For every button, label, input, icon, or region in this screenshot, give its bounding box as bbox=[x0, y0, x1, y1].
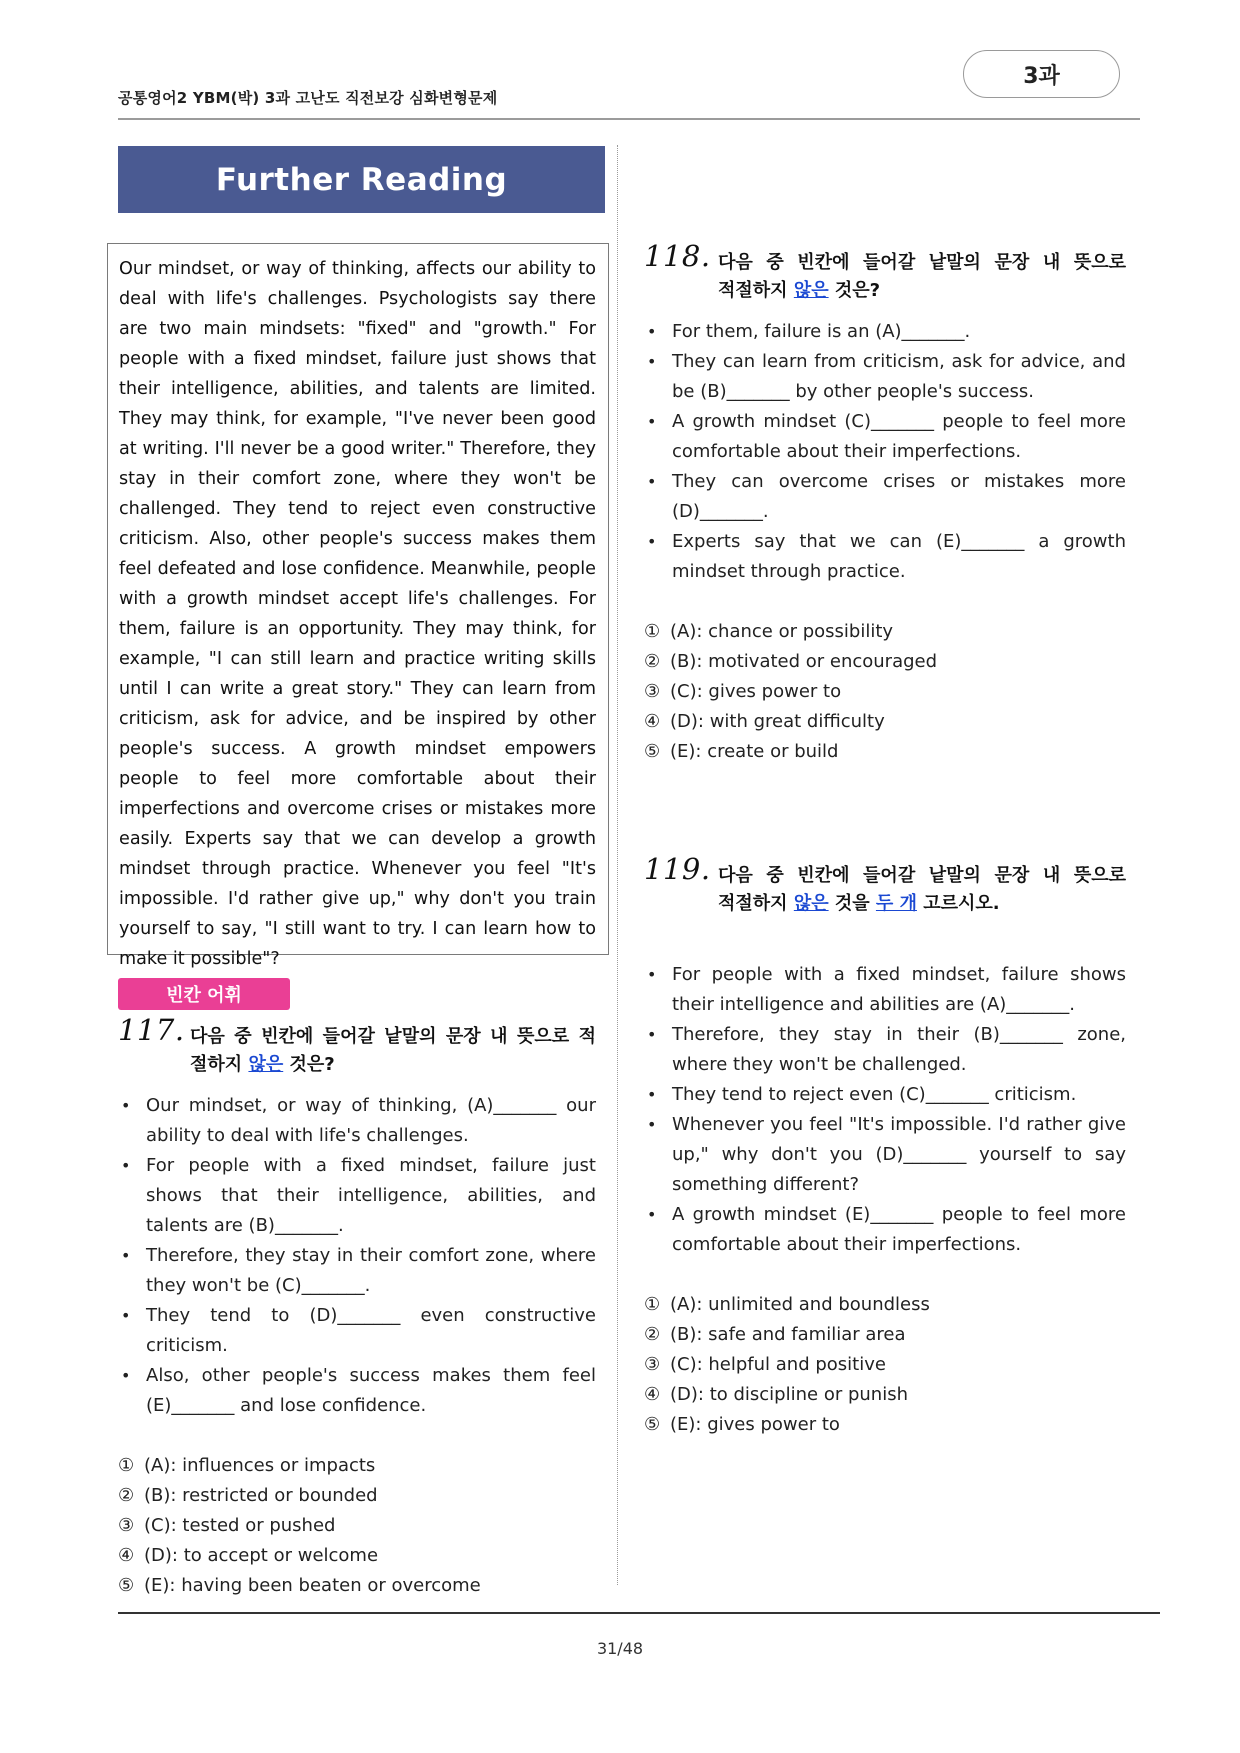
question-119-line1: 다음 중 빈칸에 들어갈 낱말의 문장 내 뜻으로 bbox=[718, 865, 1126, 886]
option-text: (B): safe and familiar area bbox=[670, 1324, 906, 1345]
answer-option bbox=[644, 1410, 1126, 1440]
answer-option bbox=[644, 647, 1126, 677]
sentence-item: • Therefore, they stay in their comfort zone, where they won't be (C)_______. bbox=[118, 1241, 596, 1301]
sentence-item: • Whenever you feel "It's impossible. I'd rather give up," why don't you (D)_______ yourself to say something different? bbox=[644, 1110, 1126, 1200]
sentence-item: • Therefore, they stay in their (B)_______ zone, where they won't be challenged. bbox=[644, 1020, 1126, 1080]
sentence-item: • For people with a fixed mindset, failure shows their intelligence and abilities are (A)_______. bbox=[644, 960, 1126, 1020]
option-number: ① bbox=[644, 1294, 661, 1315]
further-reading-banner bbox=[118, 146, 605, 213]
answer-option bbox=[644, 1320, 1126, 1350]
question-118-line2-post: 것은? bbox=[828, 280, 881, 301]
vocab-label: 빈칸 어휘 bbox=[166, 985, 242, 1006]
question-118-title bbox=[644, 239, 1126, 309]
option-number: ① bbox=[644, 621, 661, 642]
column-divider bbox=[617, 145, 618, 1585]
question-117-title bbox=[118, 1013, 596, 1083]
option-number: ① bbox=[118, 1455, 135, 1476]
question-117-line1: 다음 중 빈칸에 들어갈 낱말의 문장 내 뜻으로 적 bbox=[190, 1026, 596, 1047]
option-number: ④ bbox=[644, 1384, 661, 1405]
option-text: (C): gives power to bbox=[670, 681, 842, 702]
answer-option bbox=[644, 617, 1126, 647]
question-118-sentences bbox=[644, 317, 1126, 587]
option-text: (A): chance or possibility bbox=[670, 621, 894, 642]
option-number: ③ bbox=[644, 1354, 661, 1375]
sentence-item: • For them, failure is an (A)_______. bbox=[644, 317, 1126, 347]
answer-option bbox=[118, 1571, 596, 1601]
answer-option bbox=[118, 1451, 596, 1481]
sentence-item: • They tend to reject even (C)_______ criticism. bbox=[644, 1080, 1126, 1110]
option-text: (C): helpful and positive bbox=[670, 1354, 886, 1375]
question-119-number: 119. bbox=[644, 852, 711, 886]
sentence-item: • They can learn from criticism, ask for advice, and be (B)_______ by other people's success. bbox=[644, 347, 1126, 407]
sentence-item: • For people with a fixed mindset, failure just shows that their intelligence, abilities, and talents are (B)_______. bbox=[118, 1151, 596, 1241]
lesson-label: 3과 bbox=[1023, 63, 1060, 89]
option-number: ⑤ bbox=[644, 741, 661, 762]
option-number: ② bbox=[644, 651, 661, 672]
option-number: ⑤ bbox=[118, 1575, 135, 1596]
question-117-number: 117. bbox=[118, 1013, 185, 1047]
option-text: (E): gives power to bbox=[670, 1414, 840, 1435]
sentence-item: • They can overcome crises or mistakes more (D)_______. bbox=[644, 467, 1126, 527]
answer-option bbox=[644, 707, 1126, 737]
vocab-section-badge bbox=[118, 978, 290, 1010]
passage-box bbox=[107, 243, 609, 969]
question-119-line2-post: 고르시오. bbox=[916, 893, 1000, 914]
banner-title: Further Reading bbox=[215, 161, 508, 198]
option-number: ④ bbox=[644, 711, 661, 732]
option-text: (B): restricted or bounded bbox=[144, 1485, 378, 1506]
question-119-underlined-count: 두 개 bbox=[875, 893, 917, 914]
header-divider bbox=[118, 118, 1140, 120]
option-number: ④ bbox=[118, 1545, 135, 1566]
sentence-item: • A growth mindset (C)_______ people to feel more comfortable about their imperfections. bbox=[644, 407, 1126, 467]
sentence-item: • Experts say that we can (E)_______ a growth mindset through practice. bbox=[644, 527, 1126, 587]
option-text: (A): unlimited and boundless bbox=[670, 1294, 930, 1315]
answer-option bbox=[644, 1380, 1126, 1410]
question-117-line2-post: 것은? bbox=[283, 1054, 335, 1075]
lesson-badge bbox=[963, 50, 1120, 98]
option-text: (B): motivated or encouraged bbox=[670, 651, 938, 672]
question-117-options bbox=[118, 1451, 596, 1601]
question-119-line2-pre: 적절하지 bbox=[718, 893, 794, 914]
question-118 bbox=[644, 239, 1126, 767]
option-text: (E): having been beaten or overcome bbox=[144, 1575, 481, 1596]
answer-option bbox=[644, 1350, 1126, 1380]
question-118-line1: 다음 중 빈칸에 들어갈 낱말의 문장 내 뜻으로 bbox=[718, 252, 1126, 273]
question-118-underlined-word: 않은 bbox=[793, 280, 829, 301]
sentence-item: • A growth mindset (E)_______ people to feel more comfortable about their imperfections. bbox=[644, 1200, 1126, 1260]
document-header-title: 공통영어2 YBM(박) 3과 고난도 직전보강 심화변형문제 bbox=[118, 89, 498, 107]
question-119 bbox=[644, 852, 1126, 1440]
question-118-number: 118. bbox=[644, 239, 711, 273]
option-text: (D): with great difficulty bbox=[670, 711, 885, 732]
question-117-underlined-word: 않은 bbox=[248, 1054, 284, 1075]
option-text: (A): influences or impacts bbox=[144, 1455, 376, 1476]
option-text: (D): to accept or welcome bbox=[144, 1545, 379, 1566]
answer-option bbox=[644, 737, 1126, 767]
option-number: ② bbox=[118, 1485, 135, 1506]
answer-option bbox=[118, 1481, 596, 1511]
answer-option bbox=[644, 1290, 1126, 1320]
question-117-line2 bbox=[190, 1051, 596, 1079]
option-text: (C): tested or pushed bbox=[144, 1515, 336, 1536]
question-118-line2-pre: 적절하지 bbox=[718, 280, 794, 301]
reading-passage: Our mindset, or way of thinking, affects our ability to deal with life's challenges. Psychologists say there are two main mindsets: "fixed" and "growth." For people with a fixed mindset, failure just shows that their intelligence, abilities, and talents are limited. They may think, for example, "I've never been good at writing. I'll never be a good writer." Therefore, they stay in their comfort zone, where they won't be challenged. They tend to reject even constructive criticism. Also, other people's success makes them feel defeated and lose confidence. Meanwhile, people with a growth mindset accept life's challenges. For them, failure is an opportunity. They may think, for example, "I can still learn and practice writing skills until I can write a great story." They can learn from criticism, ask for advice, and be inspired by other people's success. A growth mindset empowers people to feel more comfortable about their imperfections and overcome crises or mistakes more easily. Experts say that we can develop a growth mindset through practice. Whenever you feel "It's impossible. I'd rather give up," why don't you train yourself to say, "I still want to try. I can learn how to make it possible"? bbox=[119, 259, 596, 969]
question-119-line2 bbox=[718, 890, 1126, 918]
sentence-item: • Our mindset, or way of thinking, (A)_______ our ability to deal with life's challenges. bbox=[118, 1091, 596, 1151]
option-number: ③ bbox=[644, 681, 661, 702]
answer-option bbox=[118, 1511, 596, 1541]
answer-option bbox=[118, 1541, 596, 1571]
question-119-options bbox=[644, 1290, 1126, 1440]
question-119-underlined-word: 않은 bbox=[793, 893, 829, 914]
question-117-line2-pre: 절하지 bbox=[190, 1054, 249, 1075]
question-117 bbox=[118, 1013, 596, 1601]
answer-option bbox=[644, 677, 1126, 707]
sentence-item: • They tend to (D)_______ even constructive criticism. bbox=[118, 1301, 596, 1361]
footer-divider bbox=[118, 1612, 1160, 1614]
question-118-line2 bbox=[718, 277, 1126, 305]
option-number: ⑤ bbox=[644, 1414, 661, 1435]
option-number: ③ bbox=[118, 1515, 135, 1536]
question-118-options bbox=[644, 617, 1126, 767]
question-119-line2-mid: 것을 bbox=[828, 893, 876, 914]
option-text: (D): to discipline or punish bbox=[670, 1384, 908, 1405]
page-number: 31/48 bbox=[596, 1639, 644, 1658]
option-number: ② bbox=[644, 1324, 661, 1345]
question-119-sentences bbox=[644, 960, 1126, 1260]
question-119-title bbox=[644, 852, 1126, 922]
question-117-sentences bbox=[118, 1091, 596, 1421]
sentence-item: • Also, other people's success makes them feel (E)_______ and lose confidence. bbox=[118, 1361, 596, 1421]
option-text: (E): create or build bbox=[670, 741, 839, 762]
